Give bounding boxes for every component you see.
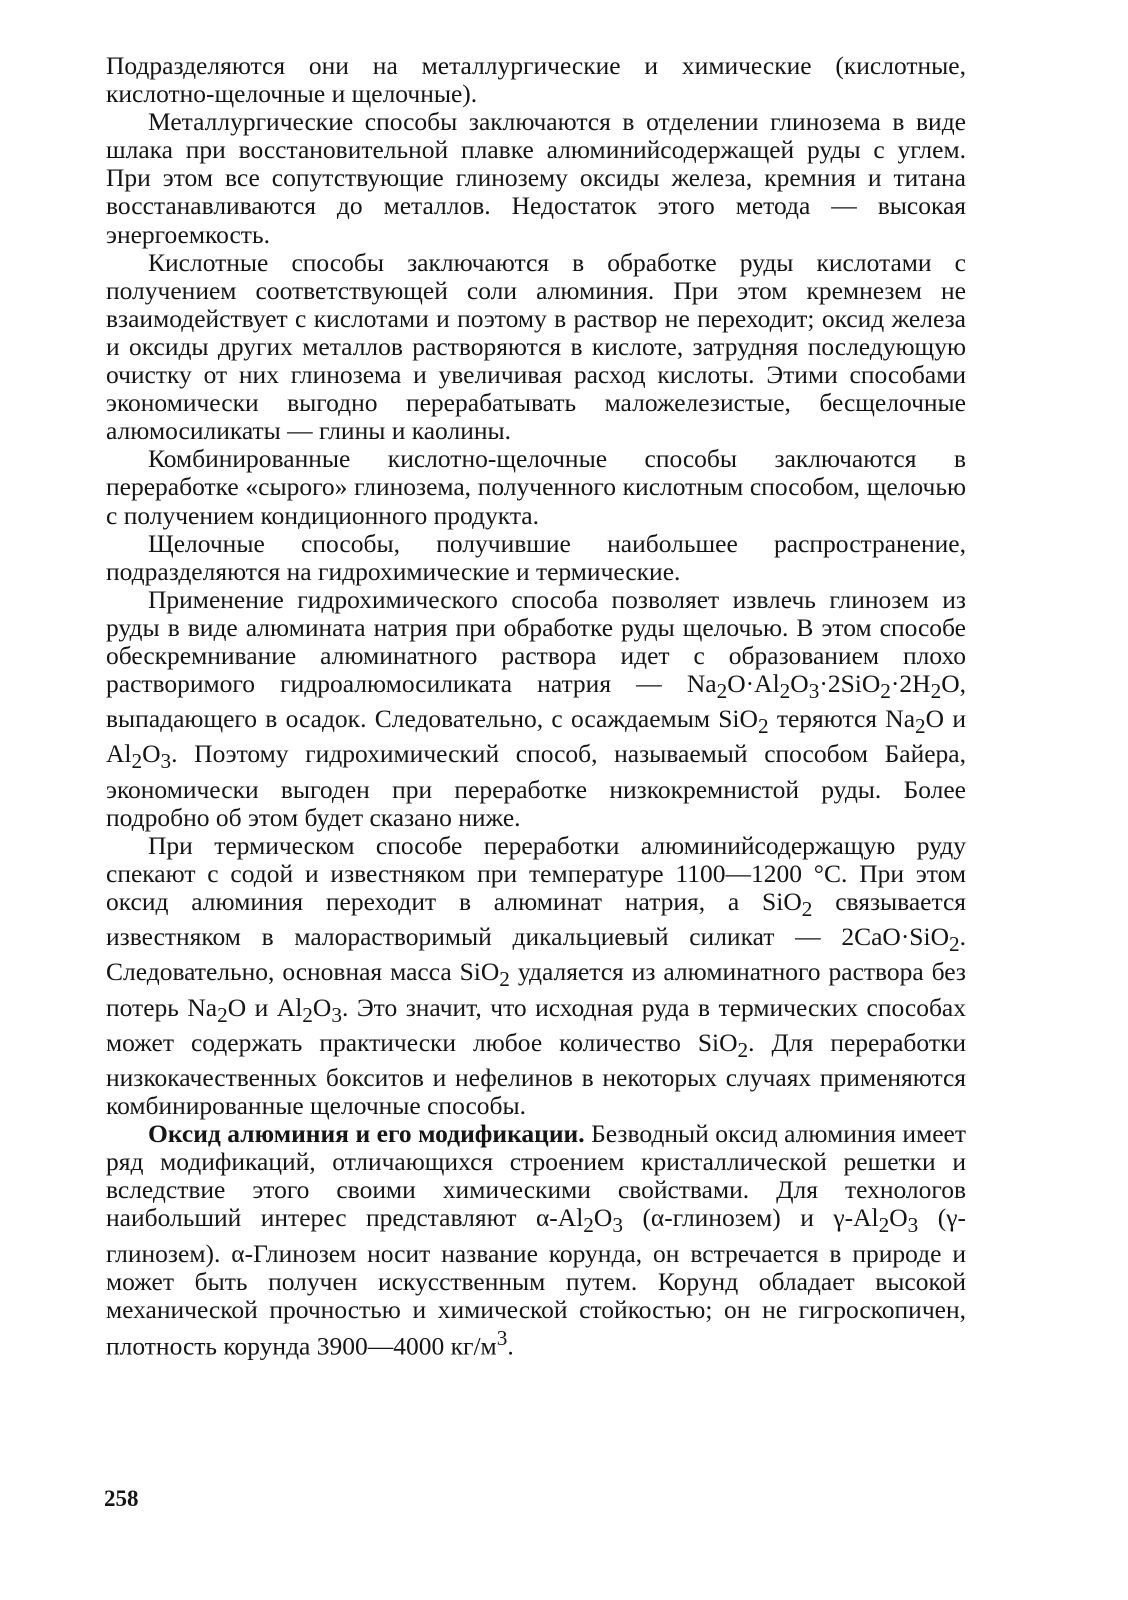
paragraph: Подразделяются они на металлургические и химические (кислотные, кислотно-щелочные и щелочные). <box>106 51 966 109</box>
paragraph: Комбинированные кислотно-щелочные способы заключаются в переработке «сырого» глинозема, полученного кислотным способом, щелочью с получением кондиционного продукта. <box>106 444 966 530</box>
paragraph: Оксид алюминия и его модификации. Безводный оксид алюминия имеет ряд модификаций, отличающихся строением кристаллической решетки и вследствие этого своими химическими свойствами. Для технологов наибольший интерес представляют $\alpha-Al_2O_3$ (α-глинозем) и $\gamma-Al_2O_3$ (γ-глинозем). α-Глинозем носит название корунда, он встречается в природе и может быть получен искусственным путем. Корунд обладает высокой механической прочностью и химической стойкостью; он не гигроскопичен, плотность корунда 3900—4000 $кг/м^3$. <box>106 1119 966 1361</box>
page-number: 258 <box>104 1486 139 1511</box>
page-body <box>106 52 966 1360</box>
paragraph: Щелочные способы, получившие наибольшее распространение, подразделяются на гидрохимические и термические. <box>106 528 966 586</box>
paragraph: Применение гидрохимического способа позволяет извлечь глинозем из руды в виде алюмината натрия при обработке руды щелочью. В этом способе обескремнивание алюминатного раствора идет с образованием плохо растворимого гидроалюмосиликата натрия — $Na_2O\cdot Al_2O_3\cdot 2SiO_2\cdot 2H_2O$, выпадающего в осадок. Следовательно, с осаждаемым SiO$_2$ теряются $Na_2O$ и $Al_2O_3$. Поэтому гидрохимический способ, называемый способом Байера, экономически выгоден при переработке низкокремнистой руды. Более подробно об этом будет сказано ниже. <box>106 584 967 832</box>
paragraph: При термическом способе переработки алюминийсодержащую руду спекают с содой и известняком при температуре 1100—1200 °С. При этом оксид алюминия переходит в алюминат натрия, а SiO$_2$ связывается известняком в малорастворимый дикальциевый силикат — 2CaO·SiO$_2$. Следовательно, основная масса SiO$_2$ удаляется из алюминатного раствора без потерь $Na_2O$ и $Al_2O_3$. Это значит, что исходная руда в термических способах может содержать практически любое количество SiO$_2$. Для переработки низкокачественных бокситов и нефелинов в некоторых случаях применяются комбинированные щелочные способы. <box>106 830 966 1121</box>
paragraph: Кислотные способы заключаются в обработке руды кислотами с получением соответствующей соли алюминия. При этом кремнезем не взаимодействует с кислотами и поэтому в раствор не переходит; оксид железа и оксиды других металлов растворяются в кислоте, затрудняя последующую очистку от них глинозема и увеличивая расход кислоты. Этими способами экономически выгодно перерабатывать маложелезистые, бесщелочные алюмосиликаты — глины и каолины. <box>106 247 966 446</box>
paragraph: Металлургические способы заключаются в отделении глинозема в виде шлака при восстановительной плавке алюминийсодержащей руды с углем. При этом все сопутствующие глинозему оксиды железа, кремния и титана восстанавливаются до металлов. Недостаток этого метода — высокая энергоемкость. <box>106 107 966 249</box>
